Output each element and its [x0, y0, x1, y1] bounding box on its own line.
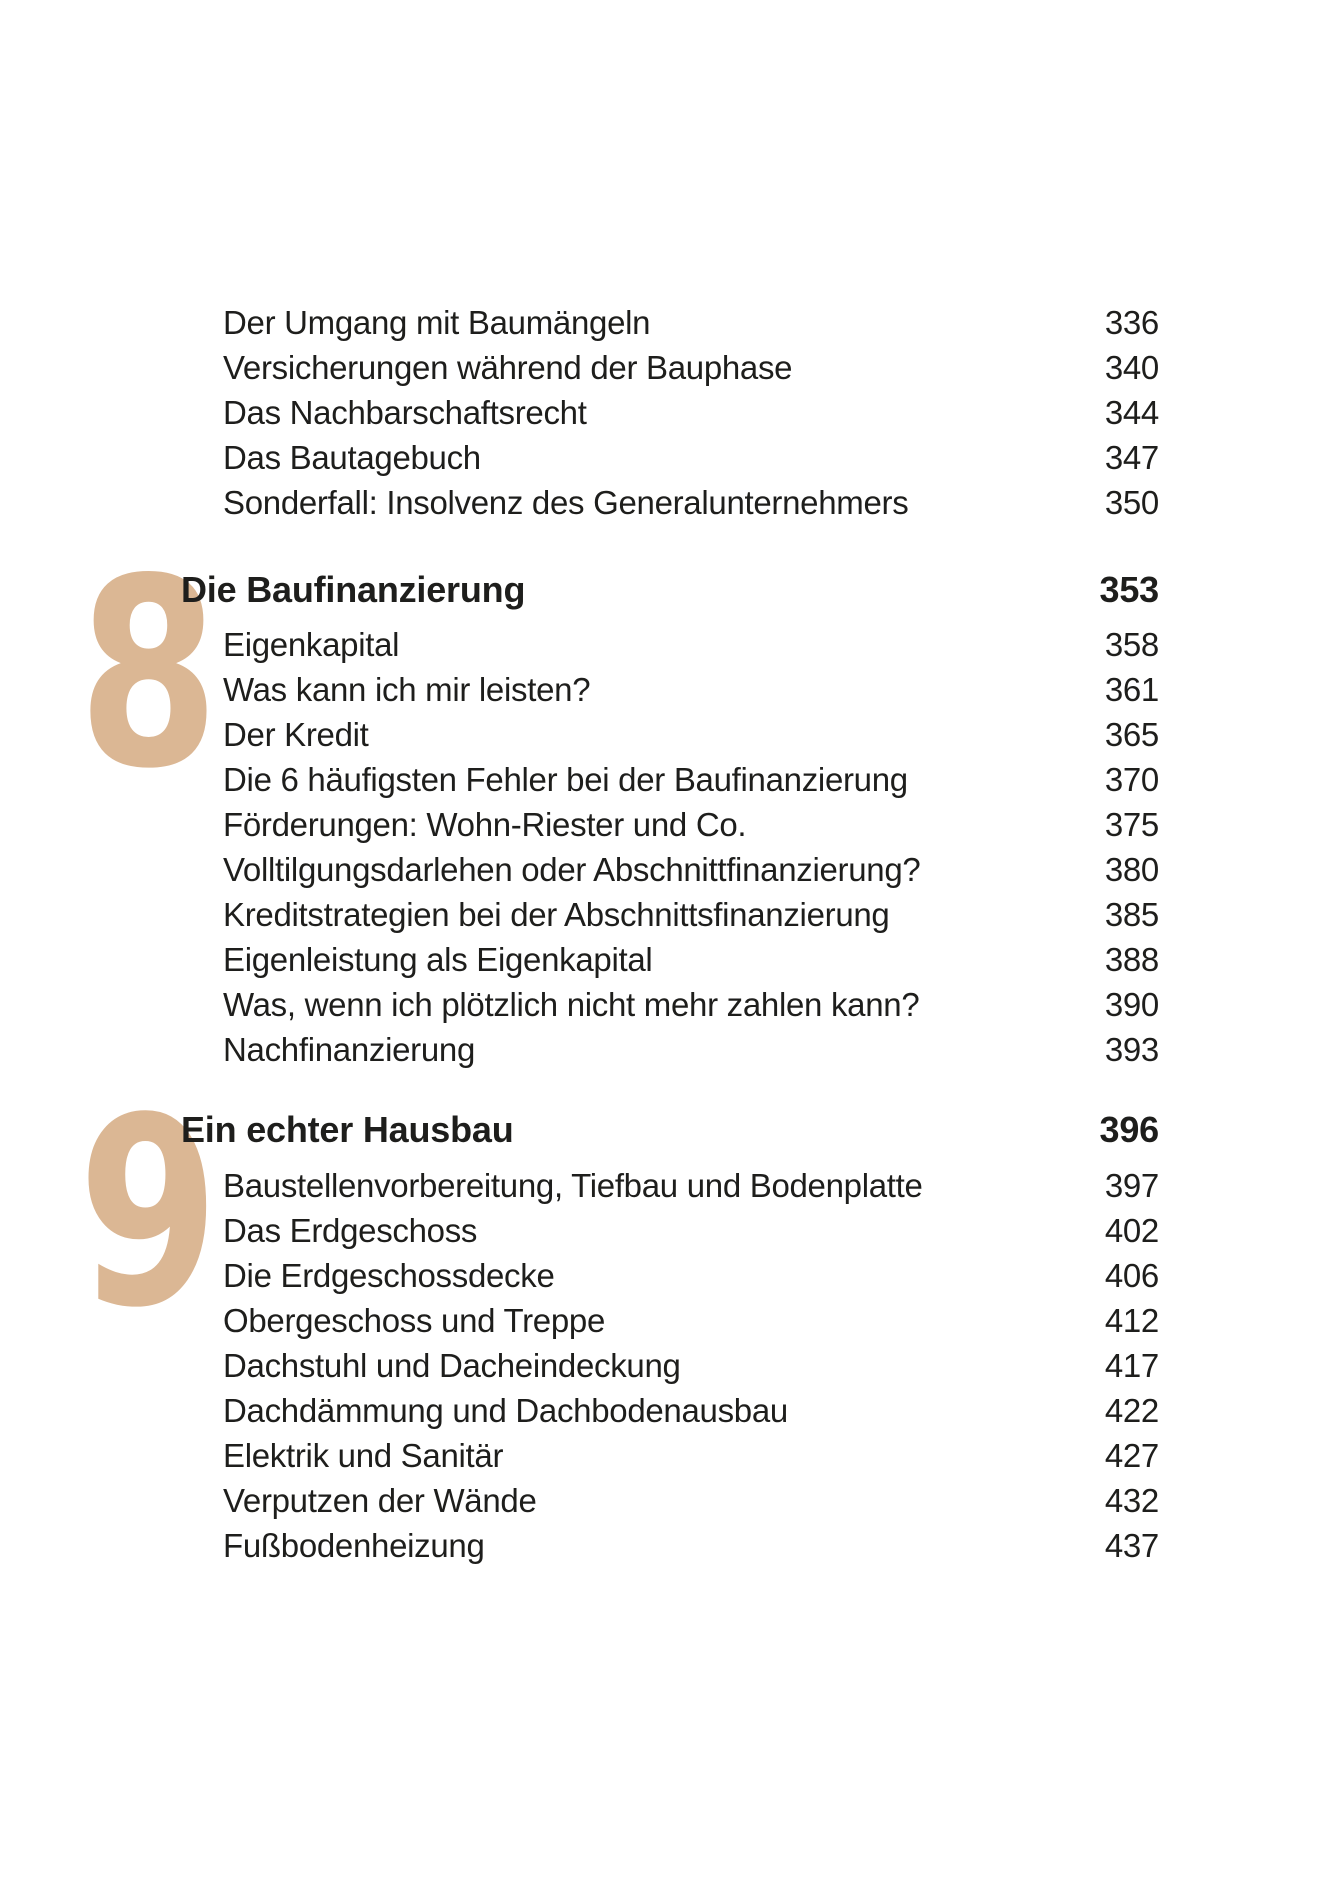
toc-leading-entries: [223, 300, 1159, 525]
toc-entry-title: Der Umgang mit Baumängeln: [223, 303, 651, 341]
toc-entry-title: Das Bautagebuch: [223, 438, 481, 476]
toc-entry-title: Eigenleistung als Eigenkapital: [223, 940, 653, 978]
toc-entry-page: 388: [1104, 940, 1159, 978]
toc-entry-title: Baustellenvorbereitung, Tiefbau und Bodenplatte: [223, 1166, 923, 1204]
toc-entry-title: Volltilgungsdarlehen oder Abschnittfinanzierung?: [223, 850, 921, 888]
toc-entry-title: Kreditstrategien bei der Abschnittsfinanzierung: [223, 895, 890, 933]
chapter-8-big-numeral: 8: [78, 524, 220, 826]
toc-entry-title: Die 6 häufigsten Fehler bei der Baufinanzierung: [223, 760, 908, 798]
toc-entry: [223, 1343, 1159, 1388]
toc-entry-title: Das Erdgeschoss: [223, 1211, 478, 1249]
toc-entry: [223, 390, 1159, 435]
toc-entry-page: 437: [1104, 1526, 1159, 1564]
toc-entry-page: 350: [1104, 483, 1159, 521]
toc-entry-page: 344: [1104, 393, 1159, 431]
toc-entry: [223, 757, 1159, 802]
toc-entry-title: Der Kredit: [223, 715, 369, 753]
toc-entry: [223, 435, 1159, 480]
toc-entry-page: 361: [1104, 670, 1159, 708]
toc-entry: [223, 712, 1159, 757]
toc-entry: [223, 480, 1159, 525]
toc-entry: [223, 892, 1159, 937]
toc-entry-title: Versicherungen während der Bauphase: [223, 348, 793, 386]
toc-entry-page: 432: [1104, 1481, 1159, 1519]
toc-entry-page: 393: [1104, 1030, 1159, 1068]
toc-entry-title: Nachfinanzierung: [223, 1030, 476, 1068]
toc-entry-page: 370: [1104, 760, 1159, 798]
toc-entry-page: 390: [1104, 985, 1159, 1023]
toc-entry: [223, 1027, 1159, 1072]
chapter-page: 396: [1099, 1108, 1159, 1150]
toc-entry-title: Dachstuhl und Dacheindeckung: [223, 1346, 681, 1384]
toc-entry-title: Eigenkapital: [223, 625, 400, 663]
toc-entry: [223, 1163, 1159, 1208]
toc-entry: [223, 1388, 1159, 1433]
chapter-title: Ein echter Hausbau: [181, 1108, 514, 1150]
toc-entry: [223, 802, 1159, 847]
toc-entry: [223, 1208, 1159, 1253]
toc-entry: [223, 345, 1159, 390]
toc-entry-title: Was, wenn ich plötzlich nicht mehr zahlen kann?: [223, 985, 920, 1023]
toc-entry: [223, 847, 1159, 892]
toc-entry-title: Verputzen der Wände: [223, 1481, 537, 1519]
toc-entry: [223, 622, 1159, 667]
toc-entry: [223, 300, 1159, 345]
toc-entry-page: 397: [1104, 1166, 1159, 1204]
toc-entry: [223, 667, 1159, 712]
toc-entry: [223, 1433, 1159, 1478]
chapter-8-entries: [223, 622, 1159, 1072]
toc-entry: [223, 1478, 1159, 1523]
toc-entry: [223, 1253, 1159, 1298]
toc-entry-title: Obergeschoss und Treppe: [223, 1301, 606, 1339]
toc-entry-page: 385: [1104, 895, 1159, 933]
toc-entry-title: Elektrik und Sanitär: [223, 1436, 504, 1474]
toc-entry-title: Fußbodenheizung: [223, 1526, 485, 1564]
chapter-page: 353: [1099, 568, 1159, 610]
toc-entry: [223, 937, 1159, 982]
chapter-heading-row: [181, 1107, 1159, 1152]
toc-entry-title: Sonderfall: Insolvenz des Generalunternehmers: [223, 483, 909, 521]
chapter-9-big-numeral: 9: [78, 1063, 220, 1365]
toc-entry-title: Was kann ich mir leisten?: [223, 670, 591, 708]
toc-entry-page: 380: [1104, 850, 1159, 888]
toc-entry: [223, 1523, 1159, 1568]
chapter-title: Die Baufinanzierung: [181, 568, 526, 610]
toc-entry-title: Förderungen: Wohn-Riester und Co.: [223, 805, 747, 843]
toc-entry-page: 340: [1104, 348, 1159, 386]
chapter-9-heading: [181, 1107, 1159, 1152]
toc-entry-page: 336: [1104, 303, 1159, 341]
toc-entry-page: 402: [1104, 1211, 1159, 1249]
toc-entry-page: 406: [1104, 1256, 1159, 1294]
toc-entry-page: 365: [1104, 715, 1159, 753]
toc-entry-page: 427: [1104, 1436, 1159, 1474]
toc-entry-page: 347: [1104, 438, 1159, 476]
toc-entry: [223, 1298, 1159, 1343]
toc-entry-page: 412: [1104, 1301, 1159, 1339]
chapter-8-heading: [181, 567, 1159, 612]
toc-entry-title: Die Erdgeschossdecke: [223, 1256, 555, 1294]
toc-entry-page: 417: [1104, 1346, 1159, 1384]
toc-entry-page: 375: [1104, 805, 1159, 843]
toc-entry-page: 358: [1104, 625, 1159, 663]
toc-entry-title: Das Nachbarschaftsrecht: [223, 393, 587, 431]
chapter-9-entries: [223, 1163, 1159, 1568]
toc-entry: [223, 982, 1159, 1027]
toc-entry-page: 422: [1104, 1391, 1159, 1429]
chapter-heading-row: [181, 567, 1159, 612]
toc-entry-title: Dachdämmung und Dachbodenausbau: [223, 1391, 788, 1429]
